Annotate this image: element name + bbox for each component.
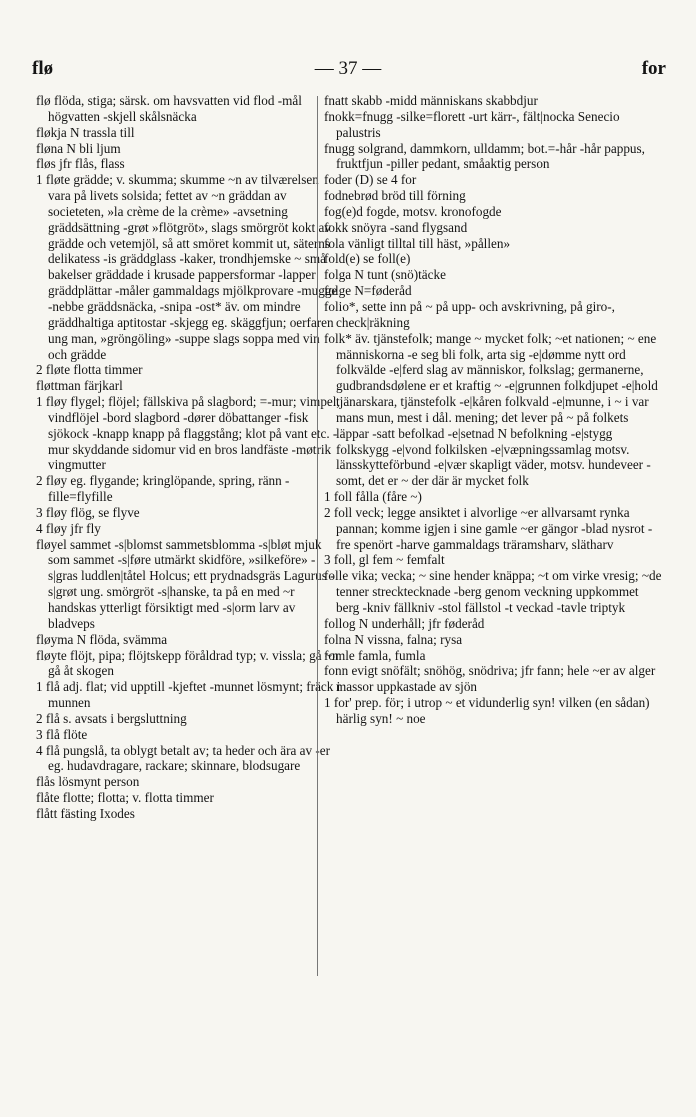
header-guide-word-right: for [641,58,666,79]
dictionary-entry: fokk snöyra -sand flygsand [324,219,468,235]
dictionary-entry: fløna N bli ljum [36,140,121,156]
dictionary-entry: 2 flå s. avsats i bergsluttning [36,710,187,726]
dictionary-entry: fløyel sammet -s|blomst sammetsblomma -s|bløt mjuk som sammet -s|føre utmärkt skidföre, »silkeföre» -s|gras luddlen|tåtel Holcus; ett prydnadsgräs Lagurus -s|grøt ung. smörgröt -s|hanske, ta på en med ~r handskas ytterligt försiktigt med -s|orm larv av bladveps [36,536,335,631]
dictionary-entry: 4 fløy jfr fly [36,520,101,536]
right-column [324,93,664,727]
column-divider [317,96,318,976]
dictionary-entry: follog N underhåll; jfr føderåd [324,615,485,631]
dictionary-entry: 2 fløy eg. flygande; kringlöpande, spring, ränn -fille=flyfille [36,473,290,505]
dictionary-entry: fløs jfr flås, flass [36,156,125,172]
dictionary-entry: flås lösmynt person [36,774,140,790]
left-column [36,93,341,822]
dictionary-entry: fonn evigt snöfält; snöhög, snödriva; jfr fann; hele ~er av alger massor uppkastade av sjön [324,663,656,695]
dictionary-entry: 1 foll fålla (fåre ~) [324,489,422,505]
dictionary-entry: 2 fløte flotta timmer [36,362,143,378]
dictionary-entry: folle vika; vecka; ~ sine hender knäppa; ~t om virke vresig; ~de tenner strecktecknade -berg genom veckning uppkommet berg -kniv fällkniv -stol fällstol -t veckad -tavle triptyk [324,568,662,615]
dictionary-entry: 1 flå adj. flat; vid upptill -kjeftet -munnet lösmynt; fräck i munnen [36,679,341,711]
header-guide-word-left: flø [32,58,54,79]
page-number: — 37 — [314,58,382,79]
dictionary-entry: fodnebrød bröd till förning [324,188,466,204]
dictionary-entry: fløyma N flöda, svämma [36,631,168,647]
dictionary-entry: fomle famla, fumla [324,647,426,663]
dictionary-entry: fnokk=fnugg -silke=florett -urt kärr-, fält|nocka Senecio palustris [324,108,620,140]
dictionary-entry: folga N tunt (snö)täcke [324,267,446,283]
dictionary-entry: flø flöda, stiga; särsk. om havsvatten vid flod -mål högvatten -skjell skålsnäcka [36,93,302,124]
dictionary-entry: 4 flå pungslå, ta oblygt betalt av; ta heder och ära av -er eg. hudavdragare, rackare; skinnare, blodsugare [36,742,331,774]
dictionary-entry: 2 foll veck; legge ansiktet i alvorlige ~er allvarsamt rynka pannan; komme igjen i sine gamle ~er gängor -blad nysrot -fre spenört -harve gammaldags träramsharv, slätharv [324,504,653,552]
dictionary-entry: flåte flotte; flotta; v. flotta timmer [36,790,214,806]
dictionary-entry: flått fästing Ixodes [36,805,135,821]
dictionary-entry: fløttman färjkarl [36,378,123,394]
dictionary-entry: 3 fløy flög, se flyve [36,504,140,520]
dictionary-entry: fog(e)d fogde, motsv. kronofogde [324,203,502,219]
dictionary-entry: fold(e) se foll(e) [324,251,411,267]
dictionary-entry: folge N=føderåd [324,283,412,299]
dictionary-entry: folk* äv. tjänstefolk; mange ~ mycket folk; ~et nationen; ~ ene människorna -e seg bli folk, arta sig -e|dømme nytt ord folkvälde -e|ferd slag av människor, folkslag; germanerne, gudbrandsdølene er et kraftig ~ -e|grunnen folkdjupet -e|hold tjänarskara, tjänstefolk -e|kåren folkvald -e|munne, i ~ i var mans mun, mest i dål. mening; det lever på ~ på folkets läppar -satt befolkad -e|setnad N befolkning -e|stygg folkskygg -e|vond folkilsken -e|væpningssamlag motsv. länsskytteförbund -e|vær skapligt väder, motsv. hundeveer -somt, det er ~ der där är mycket folk [324,330,658,489]
dictionary-entry: 3 flå flöte [36,726,88,742]
dictionary-entry: folna N vissna, falna; rysa [324,631,463,647]
dictionary-entry: 1 fløte grädde; v. skumma; skumme ~n av tilværelsen vara på livets solsida; fettet av ~n gräddan av societeten, »la crème de la crème» -avsetning gräddsättning -grøt »flötgröt», slags smörgröt kokt av grädde och vetemjöl, så att smöret kommit ut, säterns delikatess -is gräddglass -kaker, trondhjemske ~ små bakelser gräddade i krusade pappersformar -lapper gräddplättar -måler gammaldags mjölkprovare -mugge -nebbe gräddsnäcka, -snipa -ost* äv. om mindre gräddhaltiga aptitostar -skjegg eg. skäggfjun; oerfaren ung man, »gröngöling» -suppe slags soppa med vin och grädde [36,172,338,362]
dictionary-entry: fløyte flöjt, pipa; flöjtskepp föråldrad typ; v. vissla; gå ~n gå åt skogen [36,647,339,679]
dictionary-entry: fløkja N trassla till [36,124,135,140]
dictionary-entry: fnugg solgrand, dammkorn, ulldamm; bot.=-hår -hår pappus, fruktfjun -piller pedant, småaktig person [324,140,645,172]
dictionary-entry: 1 for' prep. för; i utrop ~ et vidunderlig syn! vilken (en sådan) härlig syn! ~ noe [324,695,650,726]
dictionary-entry: 1 fløy flygel; flöjel; fällskiva på slagbord; =-mur; vimpel, vindflöjel -bord slagbord -dører döbattanger -fisk sjökock -knapp knapp på flaggstång; klot på vant etc. -mur skyddande sidomur vid en bros landfäste -møtrik vingmutter [36,394,340,473]
dictionary-entry: 3 foll, gl fem ~ femfalt [324,552,445,568]
dictionary-entry: fnatt skabb -midd människans skabbdjur [324,93,538,108]
dictionary-entry: fola vänligt tilltal till häst, »pållen» [324,235,511,251]
page-header [30,58,666,82]
dictionary-entry: foder (D) se 4 for [324,172,417,188]
dictionary-entry: folio*, sette inn på ~ på upp- och avskrivning, på giro-, check|räkning [324,298,615,330]
